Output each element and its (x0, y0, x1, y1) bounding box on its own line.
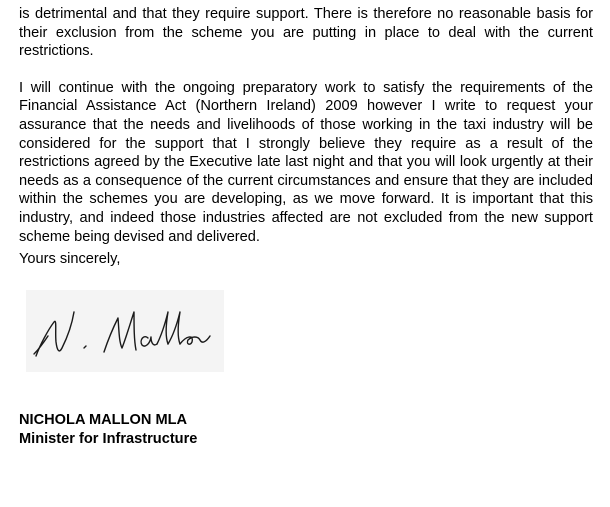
letter-paragraph: is detrimental and that they require support. There is therefore no reasonable basis for their exclusion from the scheme you are putting in place to deal with the current restrictions. (19, 6, 593, 60)
letter-body (19, 5, 593, 246)
signatory-title: Minister for Infrastructure (19, 430, 198, 447)
signatory-name: NICHOLA MALLON MLA (19, 412, 188, 428)
signatory-block (19, 411, 197, 448)
letter-paragraph: I will continue with the ongoing preparatory work to satisfy the requirements of the Financial Assistance Act (Northern Ireland) 2009 however I write to request your assurance that the needs and livelihoods of those working in the taxi industry will be considered for the support that I strongly believe they require as a result of the restrictions agreed by the Executive late last night and that you will look urgently at their needs as a consequence of the current circumstances and ensure that they are included within the schemes you are developing, as we move forward. It is important that this industry, and indeed those industries affected are not excluded from the new support scheme being devised and delivered. (19, 79, 593, 245)
letter-closing: Yours sincerely, (19, 251, 121, 267)
handwritten-signature (26, 290, 224, 372)
